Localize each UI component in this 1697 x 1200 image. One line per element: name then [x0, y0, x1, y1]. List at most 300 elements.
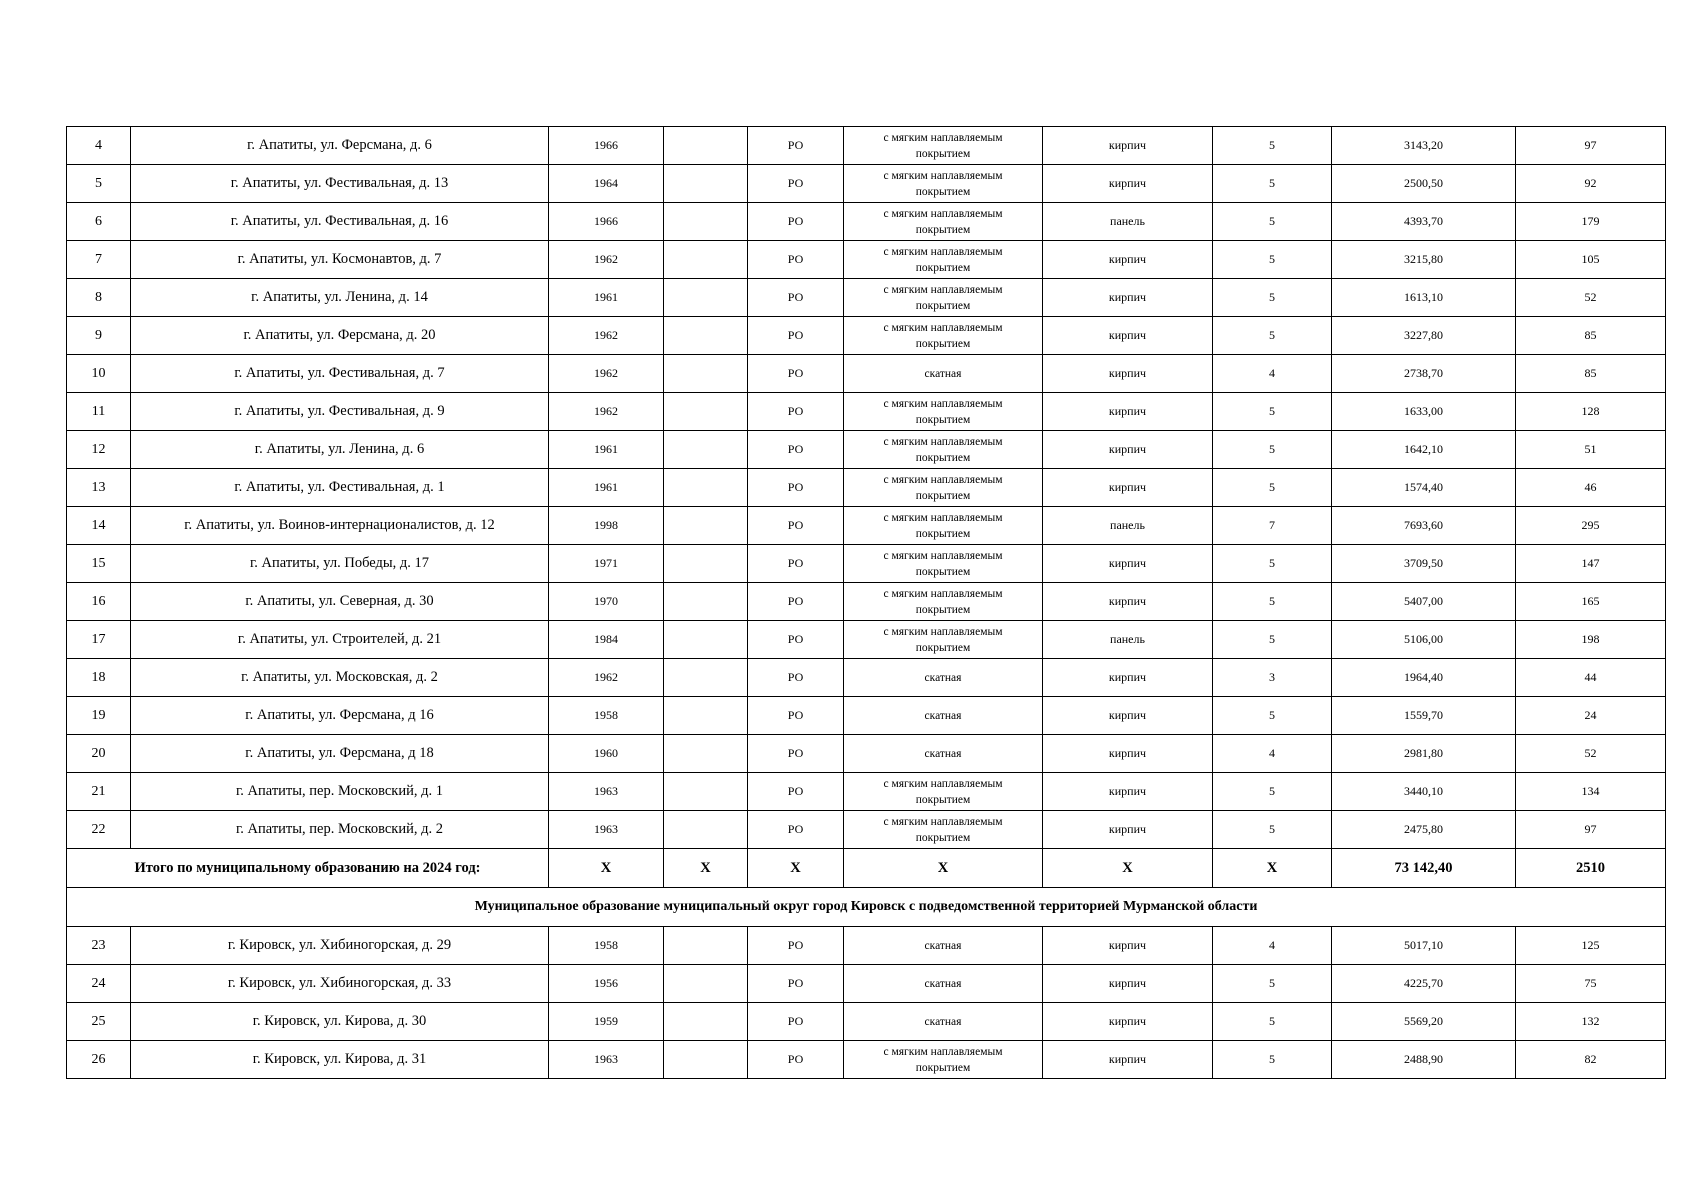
total-area: 73 142,40 — [1332, 849, 1516, 888]
roof-text-line: с мягким наплавляемым — [883, 435, 1003, 448]
roof-text-line: с мягким наплавляемым — [883, 1045, 1003, 1058]
residents-cell: 198 — [1516, 621, 1666, 659]
material-cell: кирпич — [1043, 697, 1213, 735]
table-row — [67, 469, 1666, 507]
area-cell: 2981,80 — [1332, 735, 1516, 773]
address-cell: г. Апатиты, ул. Фестивальная, д. 9 — [131, 393, 549, 431]
address-cell: г. Апатиты, ул. Фестивальная, д. 13 — [131, 165, 549, 203]
address-cell: г. Апатиты, ул. Ферсмана, д 16 — [131, 697, 549, 735]
area-cell: 5106,00 — [1332, 621, 1516, 659]
table-row — [67, 965, 1666, 1003]
total-x-roof: X — [844, 849, 1043, 888]
table-row — [67, 545, 1666, 583]
residents-cell: 52 — [1516, 735, 1666, 773]
address-cell: г. Апатиты, ул. Ферсмана, д 18 — [131, 735, 549, 773]
type-cell: РО — [748, 545, 844, 583]
year-cell: 1963 — [549, 1041, 664, 1079]
area-cell: 5407,00 — [1332, 583, 1516, 621]
roof-text-line: покрытием — [915, 337, 971, 350]
table-row — [67, 241, 1666, 279]
material-cell: кирпич — [1043, 317, 1213, 355]
material-cell: кирпич — [1043, 811, 1213, 849]
area-cell: 5017,10 — [1332, 927, 1516, 965]
roof-cell — [844, 927, 1043, 965]
material-cell: кирпич — [1043, 545, 1213, 583]
year-cell: 1998 — [549, 507, 664, 545]
roof-text-line: скатная — [924, 671, 962, 684]
roof-cell — [844, 279, 1043, 317]
type-cell: РО — [748, 469, 844, 507]
table-row — [67, 127, 1666, 165]
area-cell: 3709,50 — [1332, 545, 1516, 583]
roof-text-line: покрытием — [915, 185, 971, 198]
address-cell: г. Апатиты, ул. Ленина, д. 6 — [131, 431, 549, 469]
roof-text-line: покрытием — [915, 451, 971, 464]
address-cell: г. Апатиты, ул. Фестивальная, д. 16 — [131, 203, 549, 241]
roof-text-line: покрытием — [915, 565, 971, 578]
floors-cell: 5 — [1213, 811, 1332, 849]
area-cell: 2738,70 — [1332, 355, 1516, 393]
year-cell: 1962 — [549, 355, 664, 393]
table-row — [67, 697, 1666, 735]
table-row — [67, 393, 1666, 431]
floors-cell: 3 — [1213, 659, 1332, 697]
row-number-cell: 12 — [67, 431, 131, 469]
year-cell: 1960 — [549, 735, 664, 773]
year-cell: 1966 — [549, 203, 664, 241]
row-number-cell: 25 — [67, 1003, 131, 1041]
extra-cell — [664, 279, 748, 317]
roof-text-line: с мягким наплавляемым — [883, 473, 1003, 486]
table-body-apatity — [67, 127, 1666, 849]
year-cell: 1956 — [549, 965, 664, 1003]
residents-cell: 75 — [1516, 965, 1666, 1003]
row-number-cell: 4 — [67, 127, 131, 165]
extra-cell — [664, 165, 748, 203]
roof-cell — [844, 773, 1043, 811]
roof-cell — [844, 1041, 1043, 1079]
type-cell: РО — [748, 773, 844, 811]
area-cell: 1613,10 — [1332, 279, 1516, 317]
type-cell: РО — [748, 507, 844, 545]
material-cell: кирпич — [1043, 583, 1213, 621]
address-cell: г. Апатиты, ул. Ферсмана, д. 6 — [131, 127, 549, 165]
extra-cell — [664, 241, 748, 279]
year-cell: 1963 — [549, 773, 664, 811]
address-cell: г. Кировск, ул. Хибиногорская, д. 29 — [131, 927, 549, 965]
type-cell: РО — [748, 697, 844, 735]
extra-cell — [664, 127, 748, 165]
residents-cell: 51 — [1516, 431, 1666, 469]
area-cell: 4225,70 — [1332, 965, 1516, 1003]
row-number-cell: 24 — [67, 965, 131, 1003]
material-cell: кирпич — [1043, 127, 1213, 165]
type-cell: РО — [748, 735, 844, 773]
type-cell: РО — [748, 165, 844, 203]
residents-cell: 24 — [1516, 697, 1666, 735]
year-cell: 1962 — [549, 393, 664, 431]
roof-text-line: покрытием — [915, 603, 971, 616]
year-cell: 1971 — [549, 545, 664, 583]
type-cell: РО — [748, 965, 844, 1003]
table-row — [67, 317, 1666, 355]
floors-cell: 5 — [1213, 127, 1332, 165]
area-cell: 3227,80 — [1332, 317, 1516, 355]
table-row — [67, 355, 1666, 393]
table-row — [67, 165, 1666, 203]
floors-cell: 4 — [1213, 927, 1332, 965]
type-cell: РО — [748, 393, 844, 431]
extra-cell — [664, 393, 748, 431]
roof-cell — [844, 621, 1043, 659]
type-cell: РО — [748, 355, 844, 393]
roof-text-line: покрытием — [915, 299, 971, 312]
floors-cell: 5 — [1213, 279, 1332, 317]
floors-cell: 5 — [1213, 317, 1332, 355]
residents-cell: 165 — [1516, 583, 1666, 621]
area-cell: 3440,10 — [1332, 773, 1516, 811]
address-cell: г. Апатиты, ул. Фестивальная, д. 1 — [131, 469, 549, 507]
floors-cell: 5 — [1213, 697, 1332, 735]
extra-cell — [664, 583, 748, 621]
roof-text-line: скатная — [924, 1015, 962, 1028]
year-cell: 1961 — [549, 469, 664, 507]
extra-cell — [664, 431, 748, 469]
residents-cell: 125 — [1516, 927, 1666, 965]
table-row — [67, 621, 1666, 659]
housing-table — [66, 126, 1666, 1079]
table-row — [67, 431, 1666, 469]
floors-cell: 5 — [1213, 393, 1332, 431]
residents-cell: 97 — [1516, 811, 1666, 849]
table-row — [67, 811, 1666, 849]
material-cell: кирпич — [1043, 469, 1213, 507]
year-cell: 1962 — [549, 241, 664, 279]
floors-cell: 5 — [1213, 583, 1332, 621]
roof-cell — [844, 659, 1043, 697]
type-cell: РО — [748, 127, 844, 165]
table-row — [67, 773, 1666, 811]
row-number-cell: 9 — [67, 317, 131, 355]
roof-cell — [844, 811, 1043, 849]
total-residents: 2510 — [1516, 849, 1666, 888]
extra-cell — [664, 965, 748, 1003]
material-cell: кирпич — [1043, 927, 1213, 965]
address-cell: г. Апатиты, ул. Северная, д. 30 — [131, 583, 549, 621]
extra-cell — [664, 469, 748, 507]
area-cell: 2475,80 — [1332, 811, 1516, 849]
roof-text-line: скатная — [924, 977, 962, 990]
residents-cell: 179 — [1516, 203, 1666, 241]
area-cell: 2488,90 — [1332, 1041, 1516, 1079]
address-cell: г. Апатиты, ул. Ленина, д. 14 — [131, 279, 549, 317]
type-cell: РО — [748, 811, 844, 849]
address-cell: г. Апатиты, ул. Воинов-интернационалистов, д. 12 — [131, 507, 549, 545]
material-cell: панель — [1043, 203, 1213, 241]
type-cell: РО — [748, 659, 844, 697]
year-cell: 1959 — [549, 1003, 664, 1041]
roof-text-line: скатная — [924, 747, 962, 760]
row-number-cell: 8 — [67, 279, 131, 317]
floors-cell: 5 — [1213, 165, 1332, 203]
table-row — [67, 735, 1666, 773]
table-row — [67, 659, 1666, 697]
table-row — [67, 927, 1666, 965]
type-cell: РО — [748, 1041, 844, 1079]
residents-cell: 46 — [1516, 469, 1666, 507]
row-number-cell: 18 — [67, 659, 131, 697]
address-cell: г. Апатиты, ул. Московская, д. 2 — [131, 659, 549, 697]
roof-text-line: с мягким наплавляемым — [883, 511, 1003, 524]
year-cell: 1964 — [549, 165, 664, 203]
row-number-cell: 7 — [67, 241, 131, 279]
type-cell: РО — [748, 1003, 844, 1041]
extra-cell — [664, 317, 748, 355]
area-cell: 1633,00 — [1332, 393, 1516, 431]
residents-cell: 105 — [1516, 241, 1666, 279]
residents-cell: 128 — [1516, 393, 1666, 431]
material-cell: панель — [1043, 621, 1213, 659]
year-cell: 1966 — [549, 127, 664, 165]
roof-cell — [844, 1003, 1043, 1041]
residents-cell: 132 — [1516, 1003, 1666, 1041]
roof-text-line: покрытием — [915, 147, 971, 160]
section-row — [67, 888, 1666, 927]
area-cell: 2500,50 — [1332, 165, 1516, 203]
year-cell: 1970 — [549, 583, 664, 621]
row-number-cell: 13 — [67, 469, 131, 507]
floors-cell: 5 — [1213, 621, 1332, 659]
roof-text-line: покрытием — [915, 1061, 971, 1074]
address-cell: г. Апатиты, ул. Победы, д. 17 — [131, 545, 549, 583]
roof-text-line: скатная — [924, 367, 962, 380]
floors-cell: 7 — [1213, 507, 1332, 545]
material-cell: кирпич — [1043, 393, 1213, 431]
row-number-cell: 20 — [67, 735, 131, 773]
total-x-year: X — [549, 849, 664, 888]
roof-cell — [844, 545, 1043, 583]
row-number-cell: 10 — [67, 355, 131, 393]
address-cell: г. Апатиты, ул. Ферсмана, д. 20 — [131, 317, 549, 355]
year-cell: 1962 — [549, 659, 664, 697]
address-cell: г. Апатиты, пер. Московский, д. 1 — [131, 773, 549, 811]
year-cell: 1984 — [549, 621, 664, 659]
total-row — [67, 849, 1666, 888]
table-row — [67, 1003, 1666, 1041]
area-cell: 1559,70 — [1332, 697, 1516, 735]
area-cell: 3143,20 — [1332, 127, 1516, 165]
material-cell: кирпич — [1043, 1003, 1213, 1041]
row-number-cell: 15 — [67, 545, 131, 583]
extra-cell — [664, 621, 748, 659]
roof-cell — [844, 697, 1043, 735]
material-cell: кирпич — [1043, 279, 1213, 317]
table-row — [67, 203, 1666, 241]
roof-cell — [844, 203, 1043, 241]
year-cell: 1961 — [549, 431, 664, 469]
material-cell: кирпич — [1043, 355, 1213, 393]
extra-cell — [664, 697, 748, 735]
extra-cell — [664, 545, 748, 583]
extra-cell — [664, 1003, 748, 1041]
type-cell: РО — [748, 203, 844, 241]
table-row — [67, 1041, 1666, 1079]
area-cell: 1574,40 — [1332, 469, 1516, 507]
extra-cell — [664, 773, 748, 811]
extra-cell — [664, 507, 748, 545]
year-cell: 1958 — [549, 927, 664, 965]
roof-text-line: скатная — [924, 709, 962, 722]
year-cell: 1961 — [549, 279, 664, 317]
roof-cell — [844, 735, 1043, 773]
table-row — [67, 507, 1666, 545]
area-cell: 7693,60 — [1332, 507, 1516, 545]
material-cell: кирпич — [1043, 735, 1213, 773]
roof-cell — [844, 583, 1043, 621]
roof-text-line: с мягким наплавляемым — [883, 207, 1003, 220]
extra-cell — [664, 811, 748, 849]
total-x-type: X — [748, 849, 844, 888]
floors-cell: 5 — [1213, 545, 1332, 583]
row-number-cell: 6 — [67, 203, 131, 241]
row-number-cell: 16 — [67, 583, 131, 621]
address-cell: г. Апатиты, пер. Московский, д. 2 — [131, 811, 549, 849]
residents-cell: 97 — [1516, 127, 1666, 165]
roof-text-line: покрытием — [915, 489, 971, 502]
total-x-floors: X — [1213, 849, 1332, 888]
roof-text-line: покрытием — [915, 831, 971, 844]
address-cell: г. Апатиты, ул. Космонавтов, д. 7 — [131, 241, 549, 279]
roof-text-line: покрытием — [915, 793, 971, 806]
area-cell: 3215,80 — [1332, 241, 1516, 279]
roof-cell — [844, 393, 1043, 431]
roof-text-line: покрытием — [915, 261, 971, 274]
row-number-cell: 19 — [67, 697, 131, 735]
address-cell: г. Кировск, ул. Кирова, д. 30 — [131, 1003, 549, 1041]
residents-cell: 92 — [1516, 165, 1666, 203]
floors-cell: 4 — [1213, 735, 1332, 773]
floors-cell: 5 — [1213, 1041, 1332, 1079]
residents-cell: 44 — [1516, 659, 1666, 697]
section-title: Муниципальное образование муниципальный округ город Кировск с подведомственной территорией Мурманской области — [67, 888, 1666, 927]
roof-text-line: с мягким наплавляемым — [883, 587, 1003, 600]
material-cell: панель — [1043, 507, 1213, 545]
roof-text-line: с мягким наплавляемым — [883, 815, 1003, 828]
row-number-cell: 14 — [67, 507, 131, 545]
roof-text-line: с мягким наплавляемым — [883, 283, 1003, 296]
material-cell: кирпич — [1043, 241, 1213, 279]
roof-cell — [844, 127, 1043, 165]
year-cell: 1958 — [549, 697, 664, 735]
roof-text-line: покрытием — [915, 413, 971, 426]
extra-cell — [664, 927, 748, 965]
row-number-cell: 23 — [67, 927, 131, 965]
extra-cell — [664, 735, 748, 773]
table-row — [67, 279, 1666, 317]
area-cell: 1964,40 — [1332, 659, 1516, 697]
residents-cell: 85 — [1516, 355, 1666, 393]
type-cell: РО — [748, 317, 844, 355]
roof-text-line: с мягким наплавляемым — [883, 245, 1003, 258]
roof-text-line: с мягким наплавляемым — [883, 131, 1003, 144]
type-cell: РО — [748, 279, 844, 317]
roof-cell — [844, 317, 1043, 355]
row-number-cell: 17 — [67, 621, 131, 659]
material-cell: кирпич — [1043, 1041, 1213, 1079]
residents-cell: 85 — [1516, 317, 1666, 355]
extra-cell — [664, 355, 748, 393]
roof-cell — [844, 965, 1043, 1003]
roof-text-line: покрытием — [915, 223, 971, 236]
roof-text-line: с мягким наплавляемым — [883, 169, 1003, 182]
residents-cell: 52 — [1516, 279, 1666, 317]
total-label: Итого по муниципальному образованию на 2024 год: — [67, 849, 549, 888]
floors-cell: 5 — [1213, 773, 1332, 811]
table-total — [67, 849, 1666, 927]
extra-cell — [664, 203, 748, 241]
residents-cell: 134 — [1516, 773, 1666, 811]
floors-cell: 4 — [1213, 355, 1332, 393]
material-cell: кирпич — [1043, 659, 1213, 697]
extra-cell — [664, 659, 748, 697]
residents-cell: 82 — [1516, 1041, 1666, 1079]
roof-text-line: с мягким наплавляемым — [883, 397, 1003, 410]
total-x-material: X — [1043, 849, 1213, 888]
residents-cell: 147 — [1516, 545, 1666, 583]
row-number-cell: 11 — [67, 393, 131, 431]
roof-text-line: с мягким наплавляемым — [883, 625, 1003, 638]
type-cell: РО — [748, 621, 844, 659]
area-cell: 5569,20 — [1332, 1003, 1516, 1041]
address-cell: г. Апатиты, ул. Строителей, д. 21 — [131, 621, 549, 659]
type-cell: РО — [748, 431, 844, 469]
roof-cell — [844, 241, 1043, 279]
area-cell: 1642,10 — [1332, 431, 1516, 469]
floors-cell: 5 — [1213, 203, 1332, 241]
floors-cell: 5 — [1213, 241, 1332, 279]
type-cell: РО — [748, 583, 844, 621]
roof-text-line: покрытием — [915, 641, 971, 654]
roof-cell — [844, 165, 1043, 203]
year-cell: 1962 — [549, 317, 664, 355]
type-cell: РО — [748, 927, 844, 965]
type-cell: РО — [748, 241, 844, 279]
floors-cell: 5 — [1213, 431, 1332, 469]
roof-cell — [844, 507, 1043, 545]
row-number-cell: 26 — [67, 1041, 131, 1079]
table-body-kirovsk — [67, 927, 1666, 1079]
address-cell: г. Кировск, ул. Хибиногорская, д. 33 — [131, 965, 549, 1003]
row-number-cell: 21 — [67, 773, 131, 811]
roof-text-line: покрытием — [915, 527, 971, 540]
roof-text-line: скатная — [924, 939, 962, 952]
row-number-cell: 22 — [67, 811, 131, 849]
total-x-extra: X — [664, 849, 748, 888]
material-cell: кирпич — [1043, 165, 1213, 203]
material-cell: кирпич — [1043, 431, 1213, 469]
extra-cell — [664, 1041, 748, 1079]
residents-cell: 295 — [1516, 507, 1666, 545]
roof-text-line: с мягким наплавляемым — [883, 549, 1003, 562]
area-cell: 4393,70 — [1332, 203, 1516, 241]
floors-cell: 5 — [1213, 965, 1332, 1003]
material-cell: кирпич — [1043, 965, 1213, 1003]
floors-cell: 5 — [1213, 469, 1332, 507]
address-cell: г. Апатиты, ул. Фестивальная, д. 7 — [131, 355, 549, 393]
roof-text-line: с мягким наплавляемым — [883, 321, 1003, 334]
row-number-cell: 5 — [67, 165, 131, 203]
table-row — [67, 583, 1666, 621]
